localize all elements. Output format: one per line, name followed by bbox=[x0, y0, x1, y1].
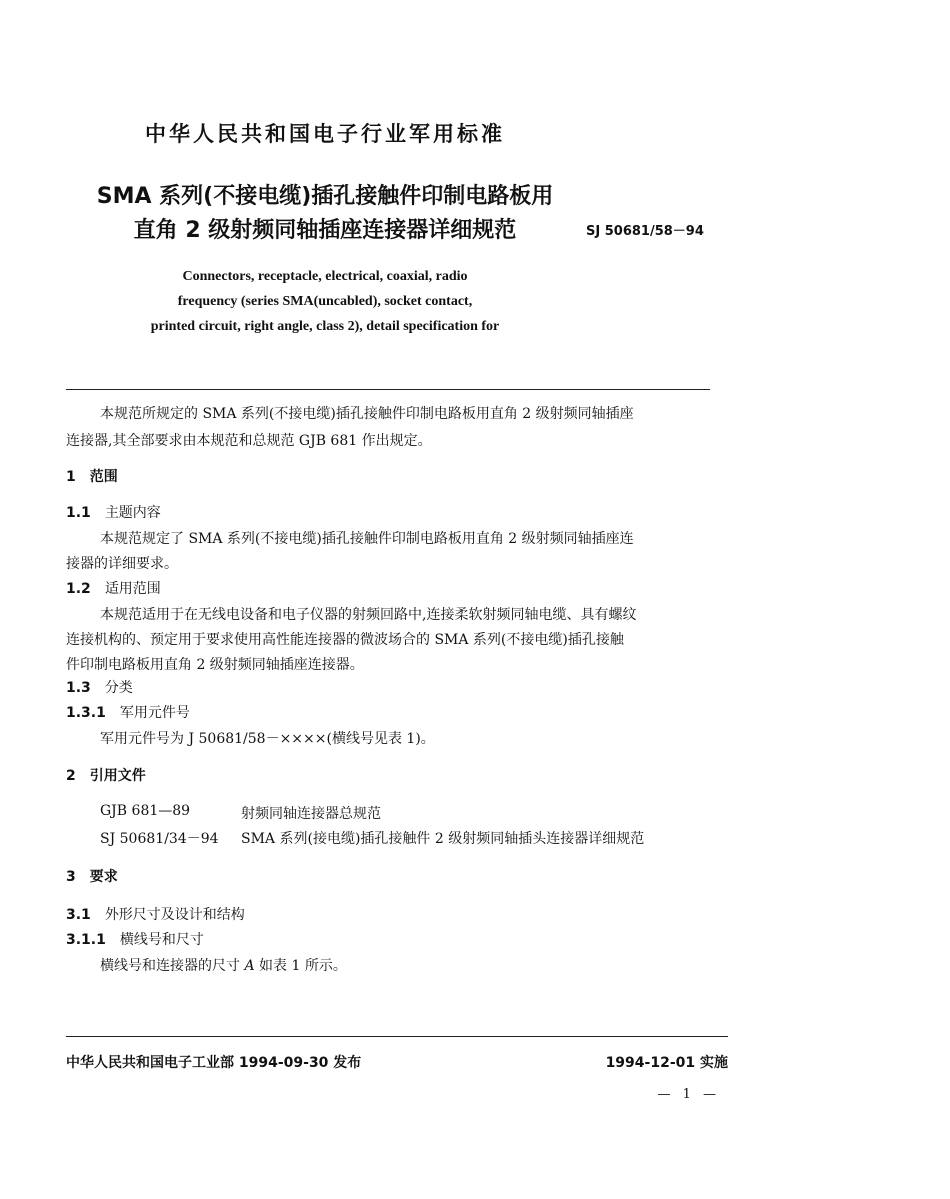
intro-line-1: 本规范所规定的 SMA 系列(不接电缆)插孔接触件印制电路板用直角 2 级射频同轴插座 bbox=[100, 406, 634, 422]
section-number: 3.1.1 bbox=[66, 932, 106, 948]
section-title: 分类 bbox=[104, 680, 133, 696]
standard-code: SJ 50681/58－94 bbox=[586, 224, 704, 239]
section-2-heading bbox=[66, 765, 146, 785]
chinese-title-line-1: SMA 系列(不接电缆)插孔接触件印制电路板用 bbox=[96, 184, 554, 209]
reference-code: SJ 50681/34－94 bbox=[100, 831, 219, 847]
section-1-2-heading bbox=[66, 578, 161, 598]
section-number: 2 bbox=[66, 768, 76, 784]
page-number: — 1 — bbox=[657, 1087, 720, 1102]
english-title-line-3: printed circuit, right angle, class 2), detail specification for bbox=[150, 319, 500, 334]
section-1-2-line-2: 连接机构的、预定用于要求使用高性能连接器的微波场合的 SMA 系列(不接电缆)插孔接触 bbox=[66, 632, 624, 648]
section-3-1-1-line-1 bbox=[100, 955, 347, 975]
english-title-line-1: Connectors, receptacle, electrical, coaxial, radio bbox=[182, 269, 468, 284]
section-number: 1.3.1 bbox=[66, 705, 106, 721]
section-1-1-line-1: 本规范规定了 SMA 系列(不接电缆)插孔接触件印制电路板用直角 2 级射频同轴插座连 bbox=[100, 531, 634, 547]
text-run: 如表 1 所示。 bbox=[254, 958, 347, 974]
header-divider bbox=[66, 389, 710, 390]
dimension-variable: A bbox=[244, 958, 255, 974]
section-title: 外形尺寸及设计和结构 bbox=[104, 907, 245, 923]
section-number: 1.3 bbox=[66, 680, 91, 696]
footer-divider bbox=[66, 1036, 728, 1037]
chinese-title bbox=[0, 180, 650, 248]
section-title: 要求 bbox=[89, 869, 118, 885]
section-title: 引用文件 bbox=[89, 768, 146, 784]
section-title: 范围 bbox=[89, 469, 118, 485]
section-1-heading bbox=[66, 466, 118, 486]
section-1-3-1-line-1: 军用元件号为 J 50681/58－××××(横线号见表 1)。 bbox=[100, 731, 435, 747]
section-number: 1 bbox=[66, 469, 76, 485]
intro-line-2: 连接器,其全部要求由本规范和总规范 GJB 681 作出规定。 bbox=[66, 433, 432, 449]
section-1-1-line-2: 接器的详细要求。 bbox=[66, 556, 178, 572]
section-number: 1.2 bbox=[66, 581, 91, 597]
section-title: 横线号和尺寸 bbox=[119, 932, 204, 948]
text-run: 横线号和连接器的尺寸 bbox=[100, 958, 245, 974]
effective-date: 1994-12-01 实施 bbox=[605, 1055, 728, 1071]
section-number: 3.1 bbox=[66, 907, 91, 923]
section-1-2-line-3: 件印制电路板用直角 2 级射频同轴插座连接器。 bbox=[66, 657, 364, 673]
section-1-2-line-1: 本规范适用于在无线电设备和电子仪器的射频回路中,连接柔软射频同轴电缆、具有螺纹 bbox=[100, 607, 637, 623]
section-3-1-heading bbox=[66, 904, 245, 924]
issuer-and-publish-date: 中华人民共和国电子工业部 1994-09-30 发布 bbox=[66, 1055, 362, 1071]
section-3-1-1-heading bbox=[66, 929, 204, 949]
section-number: 1.1 bbox=[66, 505, 91, 521]
section-title: 军用元件号 bbox=[119, 705, 190, 721]
section-3-heading bbox=[66, 866, 118, 886]
chinese-title-line-2: 直角 2 级射频同轴插座连接器详细规范 bbox=[133, 218, 517, 243]
reference-code: GJB 681—89 bbox=[100, 803, 191, 819]
section-number: 3 bbox=[66, 869, 76, 885]
section-1-1-heading bbox=[66, 502, 161, 522]
section-title: 适用范围 bbox=[104, 581, 161, 597]
section-1-3-1-heading bbox=[66, 702, 190, 722]
standard-category-title: 中华人民共和国电子行业军用标准 bbox=[145, 122, 505, 146]
english-title-line-2: frequency (series SMA(uncabled), socket contact, bbox=[177, 294, 473, 309]
section-title: 主题内容 bbox=[104, 505, 161, 521]
reference-title: 射频同轴连接器总规范 bbox=[241, 806, 381, 822]
section-1-3-heading bbox=[66, 677, 133, 697]
english-title bbox=[0, 264, 650, 339]
reference-title: SMA 系列(接电缆)插孔接触件 2 级射频同轴插头连接器详细规范 bbox=[241, 831, 645, 847]
